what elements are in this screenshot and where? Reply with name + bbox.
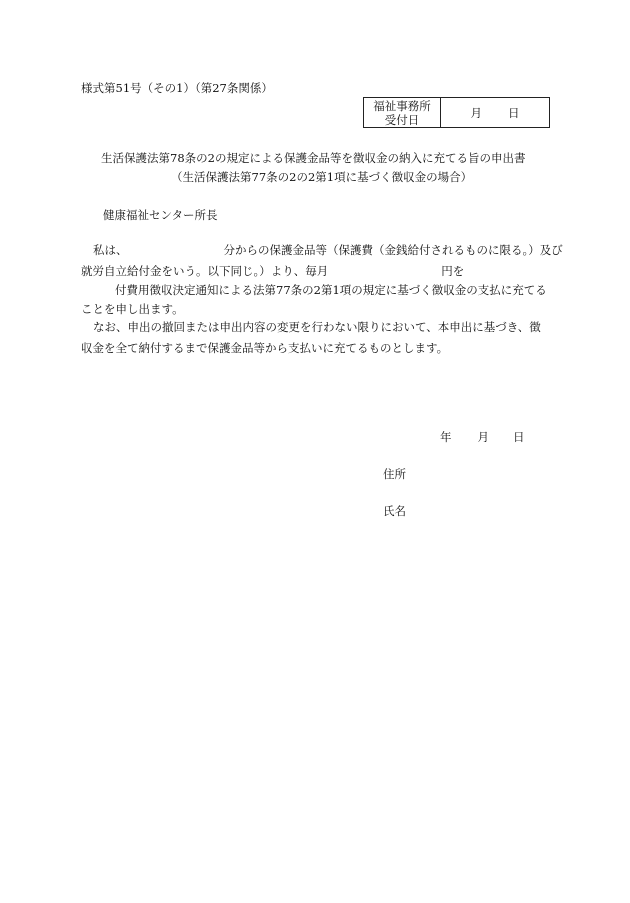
- receipt-label-line1: 福祉事務所: [373, 98, 431, 113]
- body-line-1: [81, 242, 563, 258]
- date-line[interactable]: [440, 429, 525, 445]
- addressee: 健康福祉センター所長: [103, 208, 218, 222]
- document-title: 生活保護法第78条の2の規定による保護金品等を徴収金の納入に充てる旨の申出書: [101, 151, 526, 165]
- date-month: 月: [477, 430, 489, 444]
- body-text: 就労自立給付金をいう。以下同じ。）より、毎月: [81, 264, 329, 278]
- receipt-date-field[interactable]: [441, 98, 550, 128]
- receipt-label-line2: 受付日: [384, 112, 420, 127]
- body-line-2: [81, 263, 464, 279]
- date-day: 日: [513, 430, 525, 444]
- receipt-date-box: [363, 97, 550, 128]
- body-line-5: [81, 319, 541, 335]
- body-text: なお、申出の撤回または申出内容の変更を行わない限りにおいて、本申出に基づき、徴: [93, 320, 541, 334]
- body-text: 分からの保護金品等（保護費（金銭給付されるものに限る。）及び: [223, 243, 563, 257]
- receipt-month: 月: [470, 105, 482, 120]
- name-label: 氏名: [383, 504, 406, 518]
- receipt-day: 日: [508, 105, 520, 120]
- receipt-label: [364, 98, 441, 128]
- address-label: 住所: [383, 467, 406, 481]
- body-text: 付費用徴収決定通知による法第77条の2第1項の規定に基づく徴収金の支払に充てる: [115, 283, 547, 297]
- body-line-4: ことを申し出ます。: [81, 302, 184, 316]
- document-subtitle: （生活保護法第77条の2の2第1項に基づく徴収金の場合）: [171, 170, 473, 184]
- date-year: 年: [440, 430, 452, 444]
- body-line-3: [81, 282, 547, 298]
- body-text: 私は、: [93, 243, 128, 257]
- form-number: 様式第51号（その1）（第27条関係）: [81, 81, 273, 95]
- body-line-6: 収金を全て納付するまで保護金品等から支払いに充てるものとします。: [81, 341, 449, 355]
- body-text: 円を: [441, 264, 465, 278]
